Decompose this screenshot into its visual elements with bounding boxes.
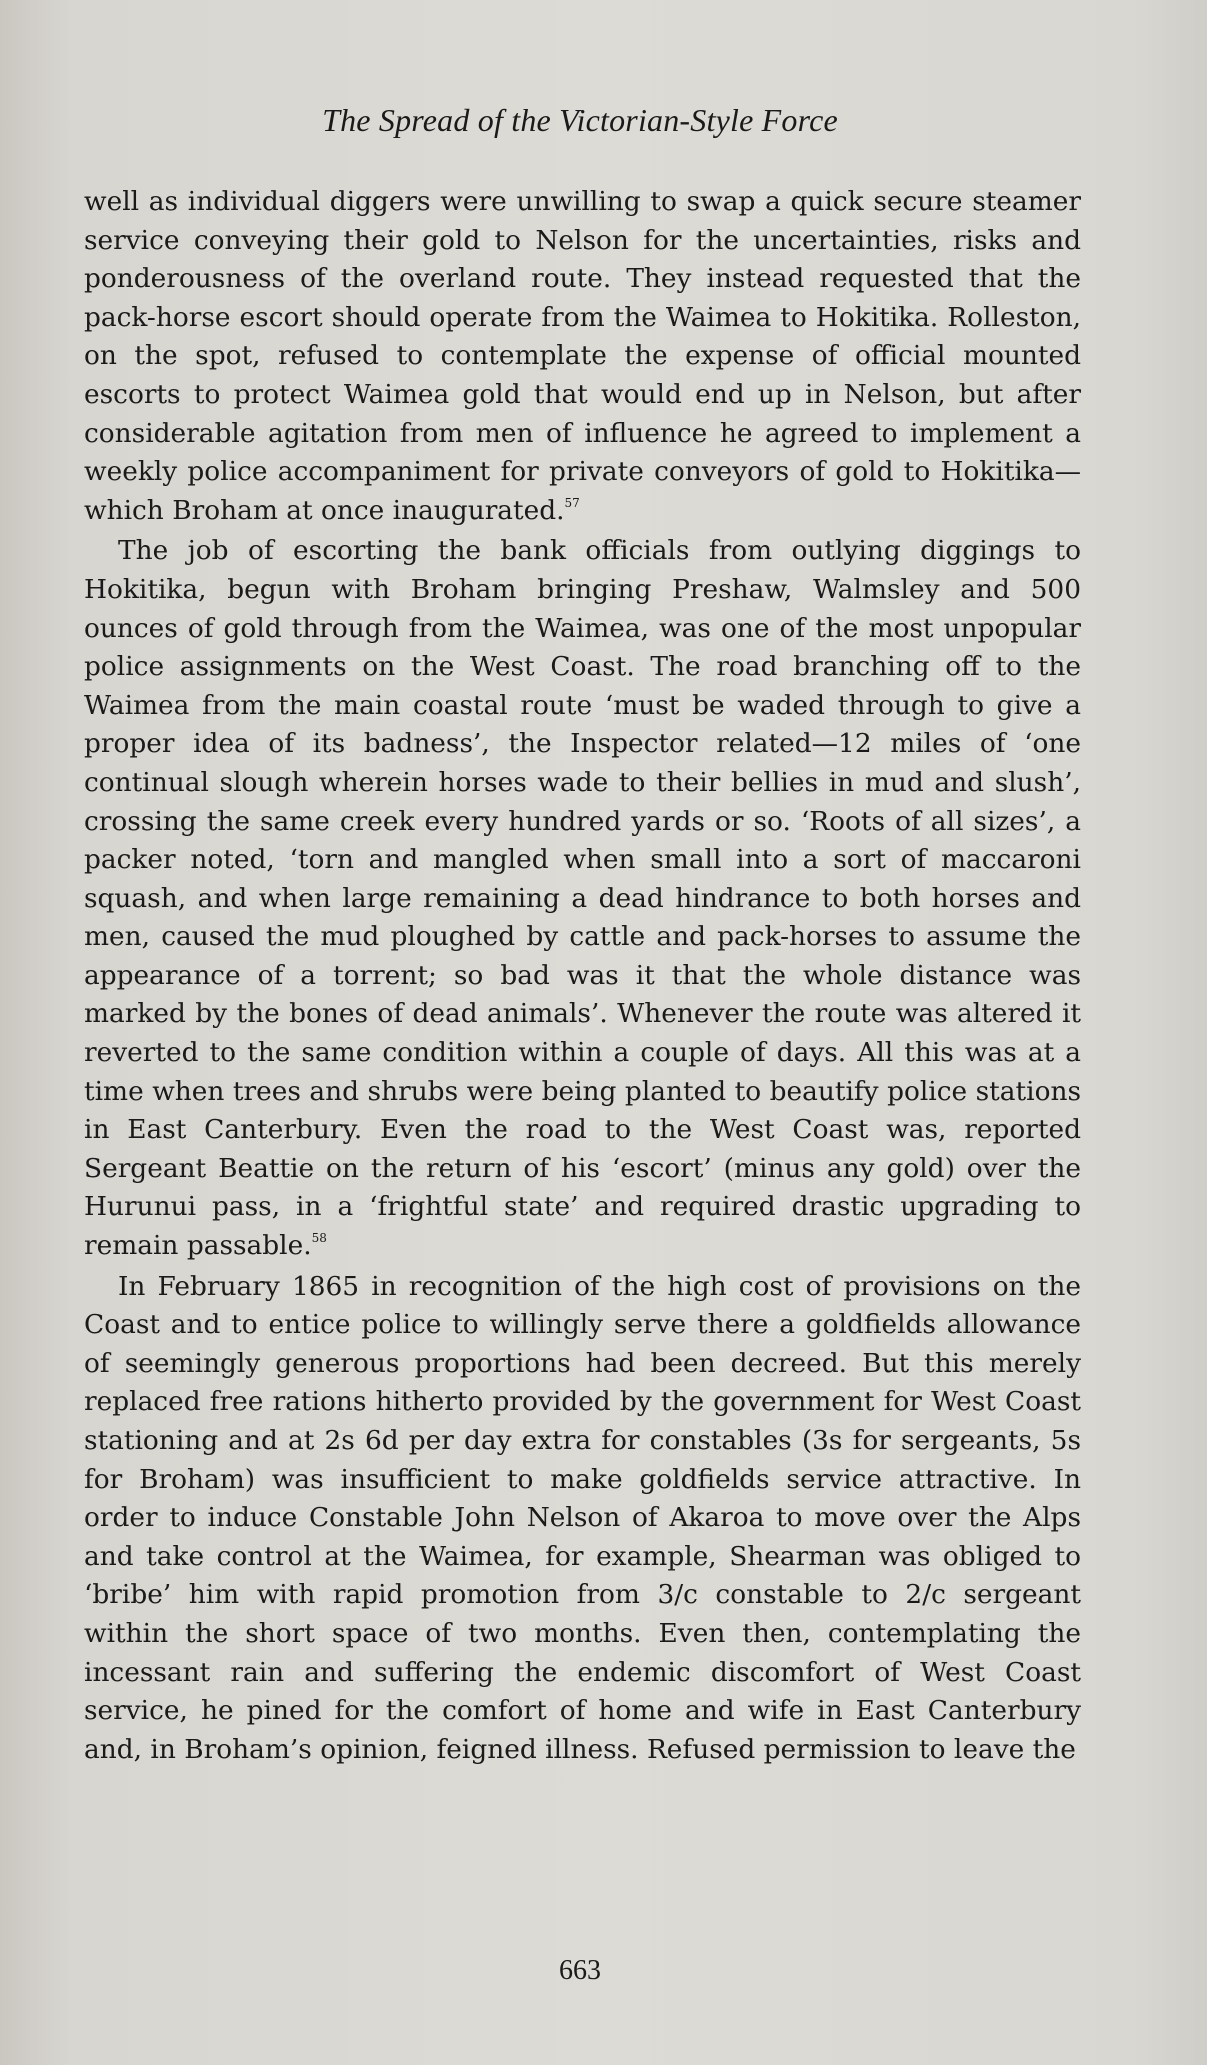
- page-number: 663: [559, 1955, 601, 1986]
- body-text: [84, 183, 1081, 1769]
- running-head: The Spread of the Victorian-Style Force: [322, 102, 838, 138]
- paragraph-1: [84, 183, 1081, 530]
- paragraph-text: In February 1865 in recognition of the high cost of provisions on the Coast and to entice police to willingly serve there a goldfields allowance of seemingly generous proportions had been decreed. But this merely replaced free rations hitherto provided by the government for West Coast stationing and at 2s 6d per day extra for constables (3s for sergeants, 5s for Broham) was insufficient to make goldfields service attractive. In order to induce Constable John Nelson of Akaroa to move over the Alps and take control at the Waimea, for example, Shearman was obliged to ‘bribe’ him with rapid promotion from 3/c constable to 2/c sergeant within the short space of two months. Even then, contemplating the incessant rain and suffering the endemic discomfort of West Coast service, he pined for the comfort of home and wife in East Canterbury and, in Broham’s opinion, feigned illness. Refused permission to leave the: [84, 1270, 1081, 1765]
- paragraph-text: The job of escorting the bank officials from outlying diggings to Hokitika, begun with Broham bringing Preshaw, Walmsley and 500 ounces of gold through from the Waimea, was one of the most unpopular police assignments on the West Coast. The road branching off to the Waimea from the main coastal route ‘must be waded through to give a proper idea of its badness’, the Inspector related—12 miles of ‘one continual slough wherein horses wade to their bellies in mud and slush’, crossing the same creek every hundred yards or so. ‘Roots of all sizes’, a packer noted, ‘torn and mangled when small into a sort of maccaroni squash, and when large remaining a dead hindrance to both horses and men, caused the mud ploughed by cattle and pack-horses to assume the appearance of a torrent; so bad was it that the whole distance was marked by the bones of dead animals’. Whenever the route was altered it reverted to the same condition within a couple of days. All this was at a time when trees and shrubs were being planted to beautify police stations in East Canterbury. Even the road to the West Coast was, reported Sergeant Beattie on the return of his ‘escort’ (minus any gold) over the Hurunui pass, in a ‘frightful state’ and required drastic upgrading to remain passable.: [84, 535, 1081, 1262]
- footnote-marker: 58: [311, 1231, 327, 1246]
- paragraph-3: [84, 1268, 1081, 1770]
- paragraph-text: well as individual diggers were unwilling to swap a quick secure steamer service conveying their gold to Nelson for the uncertainties, risks and ponderousness of the overland route. They instead requested that the pack-horse escort should operate from the Waimea to Hokitika. Rolleston, on the spot, refused to contemplate the expense of official mounted escorts to protect Waimea gold that would end up in Nelson, but after considerable agitation from men of influence he agreed to implement a weekly police accompaniment for private conveyors of gold to Hokitika—which Broham at once inaugurated.: [84, 186, 1081, 526]
- footnote-marker: 57: [564, 495, 580, 510]
- paragraph-2: [84, 532, 1081, 1265]
